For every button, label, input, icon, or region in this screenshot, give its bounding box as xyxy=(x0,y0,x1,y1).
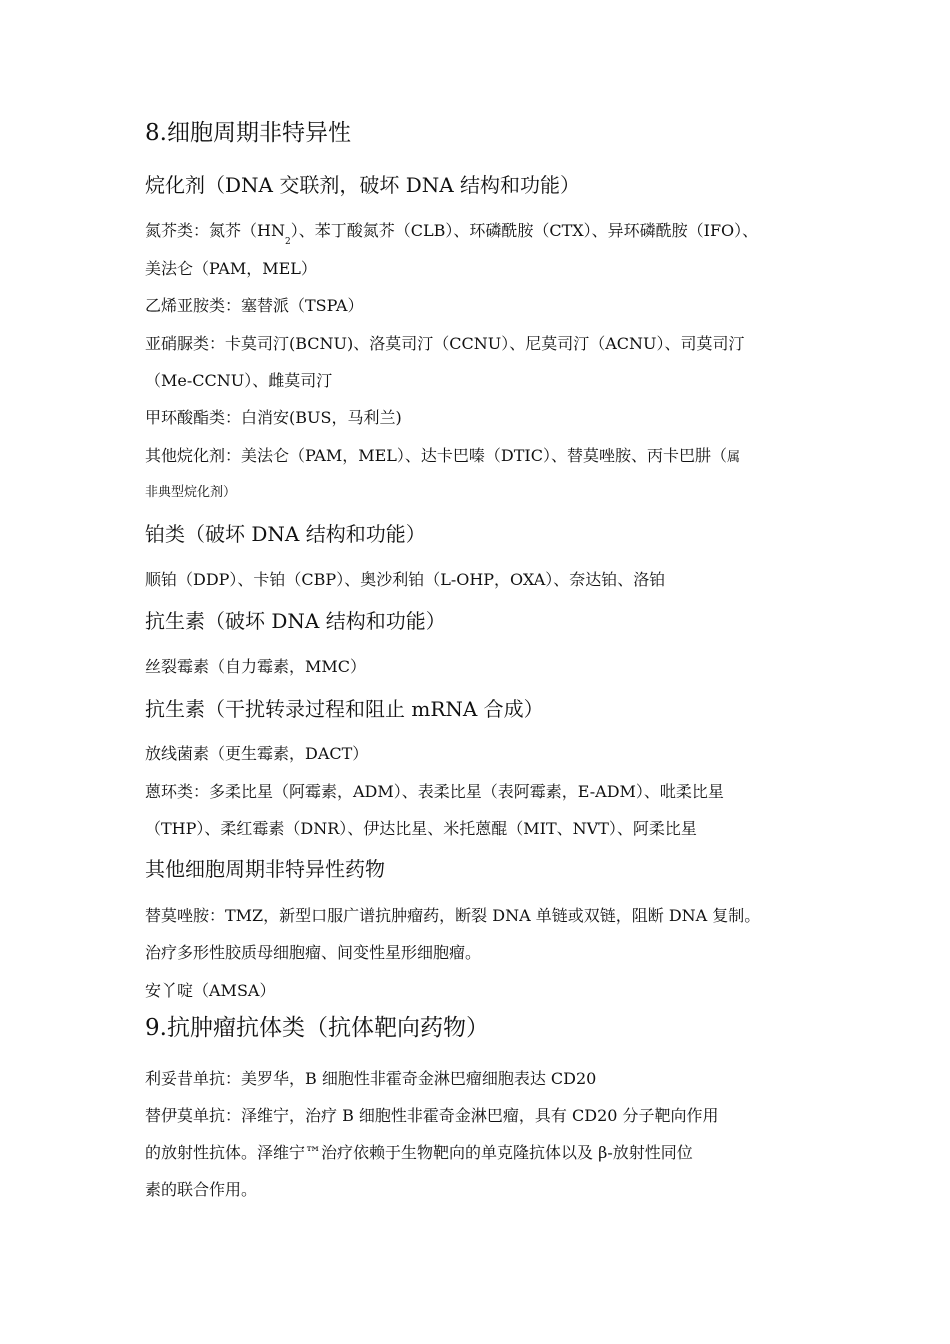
platinum-heading: 铂类（破坏 DNA 结构和功能） xyxy=(145,522,426,546)
temozolomide-paragraph xyxy=(145,905,810,964)
temozolomide-line-1: 替莫唑胺：TMZ，新型口服广谱抗肿瘤药，断裂 DNA 单链或双链，阻断 DNA 复制。 xyxy=(145,906,761,925)
other-nonspecific-heading: 其他细胞周期非特异性药物 xyxy=(145,857,385,881)
ibritumomab-paragraph xyxy=(145,1105,810,1201)
nitrosourea-line-2: （Me-CCNU）、雌莫司汀 xyxy=(145,371,333,390)
mitomycin-paragraph: 丝裂霉素（自力霉素，MMC） xyxy=(145,657,367,676)
nitrogen-mustard-text-a: 氮芥类：氮芥（HN xyxy=(145,221,285,240)
ibritumomab-line-3: 素的联合作用。 xyxy=(145,1180,258,1199)
nitrosourea-line-1: 亚硝脲类：卡莫司汀(BCNU)、洛莫司汀（CCNU）、尼莫司汀（ACNU）、司莫司汀 xyxy=(145,334,745,353)
sulfonate-paragraph: 甲环酸酯类：白消安(BUS，马利兰) xyxy=(145,408,402,427)
ibritumomab-line-1: 替伊莫单抗：泽维宁，治疗 B 细胞性非霍奇金淋巴瘤，具有 CD20 分子靶向作用 xyxy=(145,1106,719,1125)
section-8-heading: 8.细胞周期非特异性 xyxy=(145,120,351,146)
subscript-2: 2 xyxy=(284,237,291,247)
other-alkylating-paragraph xyxy=(145,445,810,504)
ethylenimine-paragraph: 乙烯亚胺类：塞替派（TSPA） xyxy=(145,296,364,315)
amsacrine-paragraph: 安丫啶（AMSA） xyxy=(145,981,276,1000)
antibiotic-heading-2: 抗生素（干扰转录过程和阻止 mRNA 合成） xyxy=(145,697,544,721)
other-alkylating-text-b: 非典型烷化剂） xyxy=(145,485,237,500)
alkylating-heading: 烷化剂（DNA 交联剂，破坏 DNA 结构和功能） xyxy=(145,173,581,197)
dactinomycin-paragraph: 放线菌素（更生霉素，DACT） xyxy=(145,744,369,763)
other-alkylating-text-a2: 属 xyxy=(727,450,741,465)
nitrosourea-paragraph xyxy=(145,333,810,392)
section-9-heading: 9.抗肿瘤抗体类（抗体靶向药物） xyxy=(145,1015,489,1041)
anthracycline-line-2: （THP）、柔红霉素（DNR）、伊达比星、米托蒽醌（MIT、NVT）、阿柔比星 xyxy=(145,819,697,838)
rituximab-paragraph: 利妥昔单抗：美罗华，B 细胞性非霍奇金淋巴瘤细胞表达 CD20 xyxy=(145,1069,597,1088)
anthracycline-line-1: 蒽环类：多柔比星（阿霉素，ADM）、表柔比星（表阿霉素，E-ADM）、吡柔比星 xyxy=(145,782,724,801)
platinum-paragraph: 顺铂（DDP）、卡铂（CBP）、奥沙利铂（L-OHP，OXA）、奈达铂、洛铂 xyxy=(145,570,666,589)
anthracycline-paragraph xyxy=(145,781,810,840)
ibritumomab-line-2: 的放射性抗体。泽维宁™治疗依赖于生物靶向的单克隆抗体以及 β-放射性同位 xyxy=(145,1143,693,1162)
nitrogen-mustard-text-c: 美法仑（PAM，MEL） xyxy=(145,259,317,278)
nitrogen-mustard-paragraph xyxy=(145,220,810,280)
other-alkylating-text-a: 其他烷化剂：美法仑（PAM，MEL）、达卡巴嗪（DTIC）、替莫唑胺、丙卡巴肼（ xyxy=(145,446,727,465)
nitrogen-mustard-text-b: ）、苯丁酸氮芥（CLB）、环磷酰胺（CTX）、异环磷酰胺（IFO）、 xyxy=(290,221,759,240)
temozolomide-line-2: 治疗多形性胶质母细胞瘤、间变性星形细胞瘤。 xyxy=(145,943,482,962)
antibiotic-heading-1: 抗生素（破坏 DNA 结构和功能） xyxy=(145,609,446,633)
